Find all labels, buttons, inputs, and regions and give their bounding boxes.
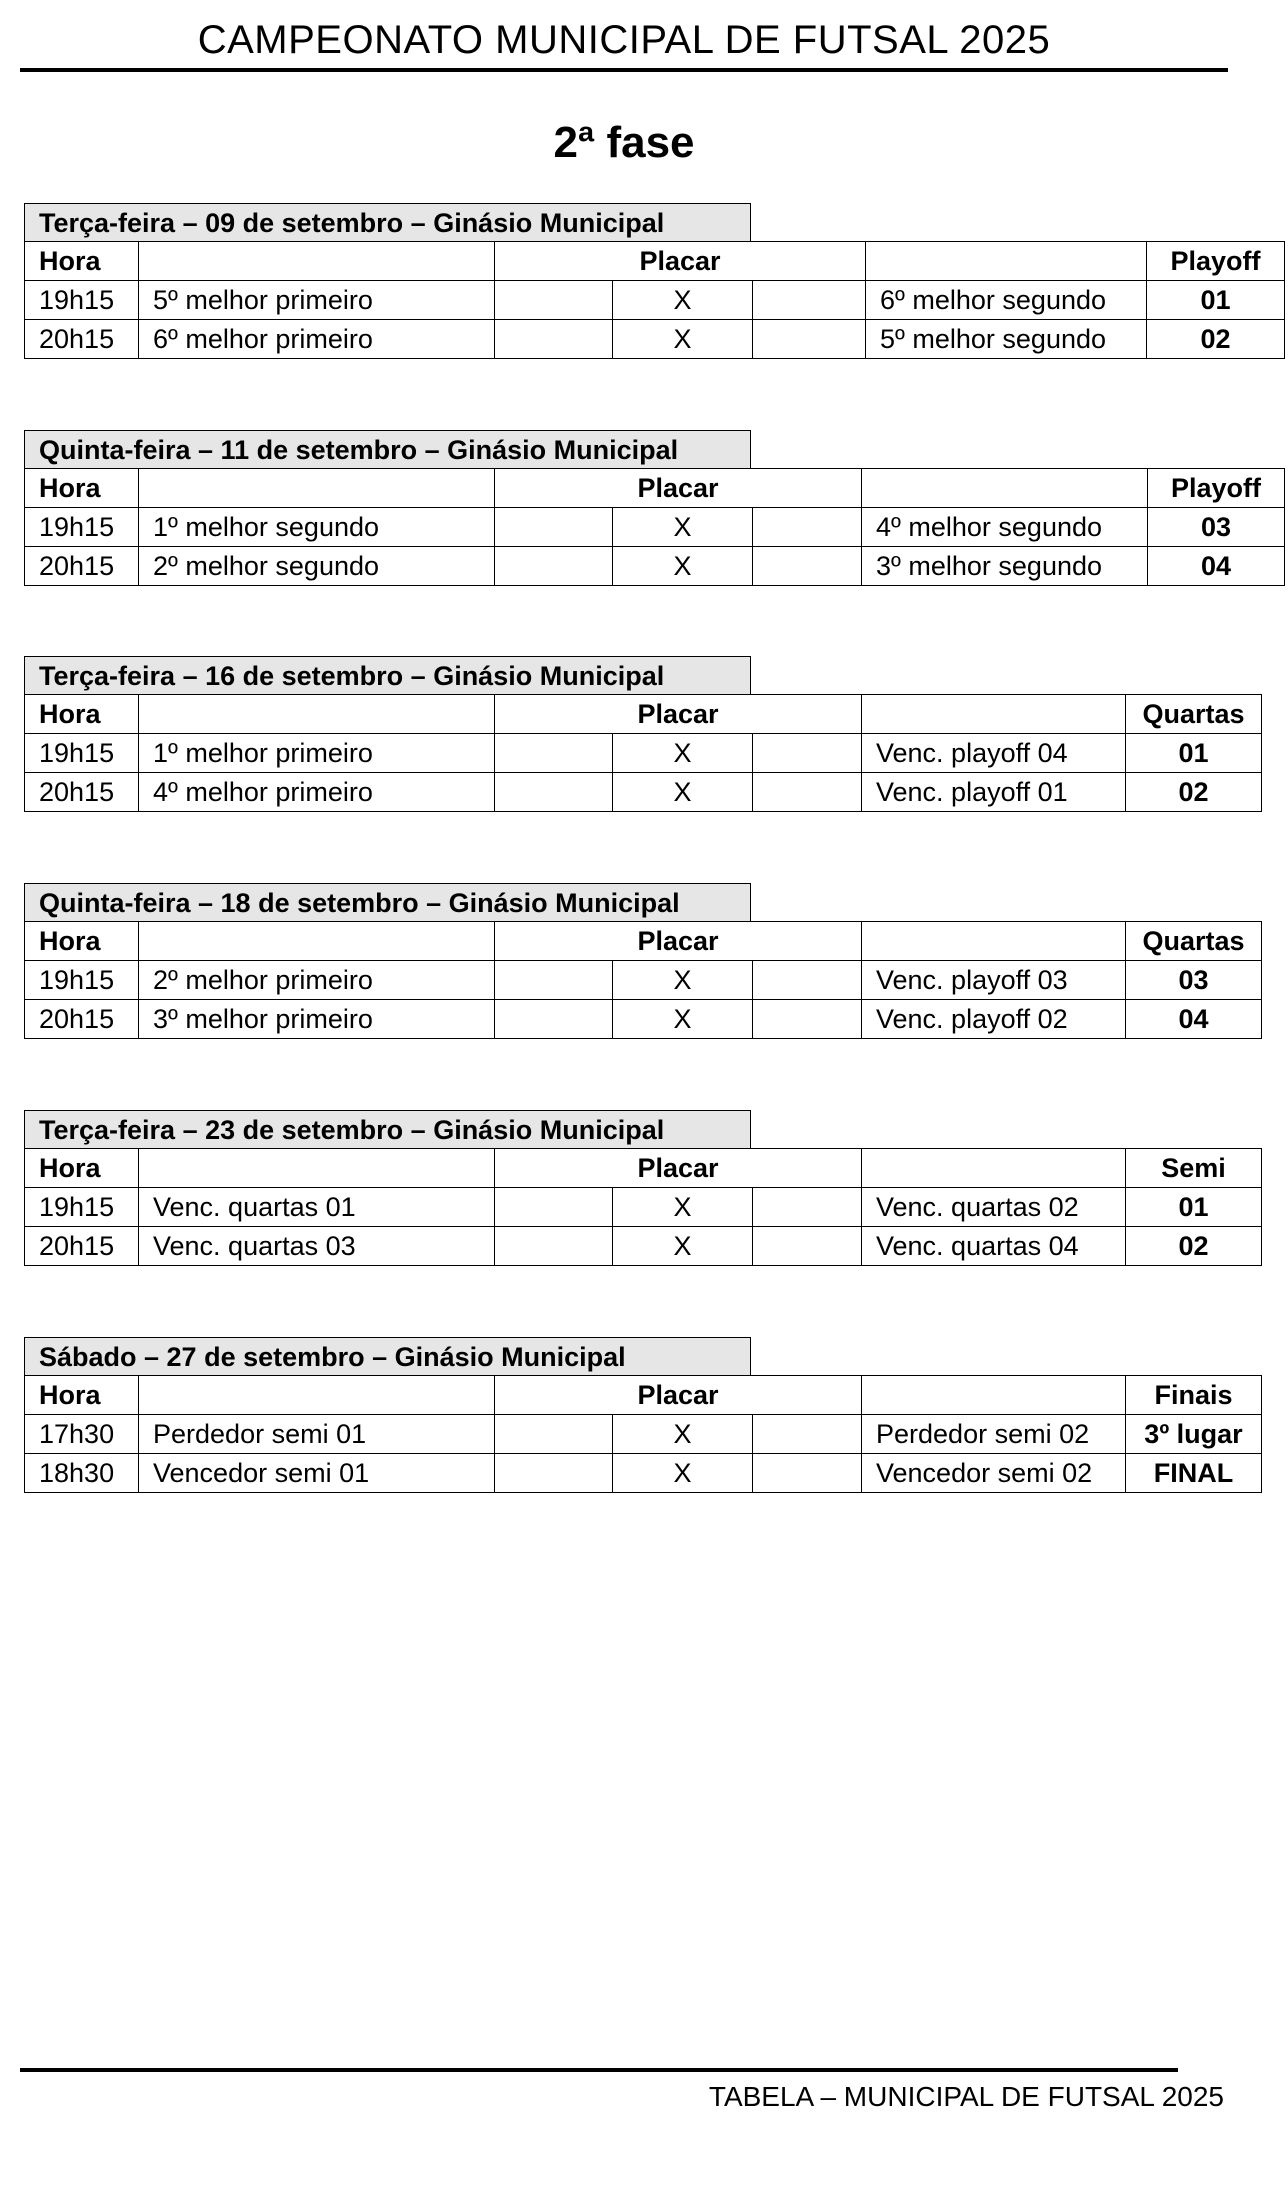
table-header-row bbox=[25, 695, 1262, 734]
away-score bbox=[753, 773, 862, 812]
day-schedule-1 bbox=[24, 203, 1285, 359]
game-code: 02 bbox=[1147, 320, 1285, 359]
table-row bbox=[25, 1000, 1262, 1039]
game-time: 20h15 bbox=[25, 320, 139, 359]
table-row bbox=[25, 1415, 1262, 1454]
away-team: 5º melhor segundo bbox=[866, 320, 1147, 359]
away-team: 3º melhor segundo bbox=[862, 547, 1148, 586]
game-code: 03 bbox=[1126, 961, 1262, 1000]
table-header-row bbox=[25, 242, 1285, 281]
away-score bbox=[753, 1188, 862, 1227]
game-code: 04 bbox=[1126, 1000, 1262, 1039]
away-team: Venc. playoff 02 bbox=[862, 1000, 1126, 1039]
game-time: 19h15 bbox=[25, 961, 139, 1000]
home-score bbox=[495, 773, 613, 812]
table-row bbox=[25, 1454, 1262, 1493]
hora-header: Hora bbox=[25, 695, 139, 734]
home-score bbox=[495, 1415, 613, 1454]
table-row bbox=[25, 1227, 1262, 1266]
game-code: 01 bbox=[1126, 734, 1262, 773]
game-time: 20h15 bbox=[25, 1000, 139, 1039]
footer-rule bbox=[20, 2068, 1178, 2072]
away-score bbox=[753, 1000, 862, 1039]
home-team: 2º melhor segundo bbox=[139, 547, 495, 586]
versus-mark: X bbox=[613, 773, 753, 812]
home-team: 2º melhor primeiro bbox=[139, 961, 495, 1000]
home-team: 3º melhor primeiro bbox=[139, 1000, 495, 1039]
game-code: 3º lugar bbox=[1126, 1415, 1262, 1454]
versus-mark: X bbox=[613, 320, 753, 359]
game-code: 02 bbox=[1126, 773, 1262, 812]
home-team: 5º melhor primeiro bbox=[139, 281, 495, 320]
versus-mark: X bbox=[613, 961, 753, 1000]
day-schedule-3 bbox=[24, 656, 1262, 812]
versus-mark: X bbox=[613, 547, 753, 586]
day-header: Quinta-feira – 18 de setembro – Ginásio Municipal bbox=[24, 883, 751, 921]
away-score bbox=[753, 1454, 862, 1493]
game-time: 20h15 bbox=[25, 1227, 139, 1266]
versus-mark: X bbox=[613, 1188, 753, 1227]
table-row bbox=[25, 773, 1262, 812]
away-score bbox=[753, 734, 862, 773]
versus-mark: X bbox=[613, 734, 753, 773]
day-schedule-6 bbox=[24, 1337, 1262, 1493]
table-row bbox=[25, 281, 1285, 320]
table-header-row bbox=[25, 1149, 1262, 1188]
game-time: 17h30 bbox=[25, 1415, 139, 1454]
game-code: 04 bbox=[1148, 547, 1285, 586]
games-table bbox=[24, 1375, 1262, 1493]
day-header: Quinta-feira – 11 de setembro – Ginásio Municipal bbox=[24, 430, 751, 468]
away-score bbox=[753, 1415, 862, 1454]
day-header: Terça-feira – 09 de setembro – Ginásio Municipal bbox=[24, 203, 751, 241]
header-rule bbox=[20, 68, 1228, 72]
game-time: 19h15 bbox=[25, 508, 139, 547]
home-score bbox=[495, 547, 613, 586]
footer-text: TABELA – MUNICIPAL DE FUTSAL 2025 bbox=[708, 2081, 1224, 2112]
game-code: FINAL bbox=[1126, 1454, 1262, 1493]
game-time: 20h15 bbox=[25, 547, 139, 586]
table-row bbox=[25, 320, 1285, 359]
away-team: Venc. playoff 01 bbox=[862, 773, 1126, 812]
home-team: 4º melhor primeiro bbox=[139, 773, 495, 812]
stage-header: Semi bbox=[1126, 1149, 1262, 1188]
table-header-row bbox=[25, 469, 1285, 508]
away-team: Venc. playoff 04 bbox=[862, 734, 1126, 773]
placar-header: Placar bbox=[495, 922, 862, 961]
home-score bbox=[495, 1454, 613, 1493]
table-row bbox=[25, 734, 1262, 773]
game-code: 01 bbox=[1147, 281, 1285, 320]
home-team: 6º melhor primeiro bbox=[139, 320, 495, 359]
home-team: Perdedor semi 01 bbox=[139, 1415, 495, 1454]
home-team: Venc. quartas 03 bbox=[139, 1227, 495, 1266]
home-score bbox=[495, 320, 613, 359]
day-schedule-5 bbox=[24, 1110, 1262, 1266]
day-header: Terça-feira – 23 de setembro – Ginásio Municipal bbox=[24, 1110, 751, 1148]
versus-mark: X bbox=[613, 508, 753, 547]
table-row bbox=[25, 508, 1285, 547]
game-time: 18h30 bbox=[25, 1454, 139, 1493]
document-title: CAMPEONATO MUNICIPAL DE FUTSAL 2025 bbox=[197, 18, 1051, 62]
away-score bbox=[753, 281, 866, 320]
games-table bbox=[24, 694, 1262, 812]
placar-header: Placar bbox=[495, 695, 862, 734]
home-score bbox=[495, 1227, 613, 1266]
away-team: 4º melhor segundo bbox=[862, 508, 1148, 547]
day-header: Sábado – 27 de setembro – Ginásio Municipal bbox=[24, 1337, 751, 1375]
home-score bbox=[495, 281, 613, 320]
stage-header: Finais bbox=[1126, 1376, 1262, 1415]
home-score bbox=[495, 508, 613, 547]
away-team: 6º melhor segundo bbox=[866, 281, 1147, 320]
away-team: Perdedor semi 02 bbox=[862, 1415, 1126, 1454]
game-time: 19h15 bbox=[25, 281, 139, 320]
versus-mark: X bbox=[613, 1227, 753, 1266]
home-team: 1º melhor primeiro bbox=[139, 734, 495, 773]
home-score bbox=[495, 734, 613, 773]
hora-header: Hora bbox=[25, 1149, 139, 1188]
placar-header: Placar bbox=[495, 1149, 862, 1188]
home-score bbox=[495, 1000, 613, 1039]
home-team: Vencedor semi 01 bbox=[139, 1454, 495, 1493]
table-header-row bbox=[25, 1376, 1262, 1415]
hora-header: Hora bbox=[25, 1376, 139, 1415]
versus-mark: X bbox=[613, 281, 753, 320]
away-team: Venc. quartas 02 bbox=[862, 1188, 1126, 1227]
game-code: 01 bbox=[1126, 1188, 1262, 1227]
away-score bbox=[753, 961, 862, 1000]
game-code: 03 bbox=[1148, 508, 1285, 547]
home-team: 1º melhor segundo bbox=[139, 508, 495, 547]
day-schedule-2 bbox=[24, 430, 1285, 586]
hora-header: Hora bbox=[25, 922, 139, 961]
away-score bbox=[753, 508, 862, 547]
games-table bbox=[24, 241, 1285, 359]
away-team: Venc. playoff 03 bbox=[862, 961, 1126, 1000]
away-score bbox=[753, 547, 862, 586]
placar-header: Placar bbox=[495, 1376, 862, 1415]
stage-header: Playoff bbox=[1148, 469, 1285, 508]
versus-mark: X bbox=[613, 1000, 753, 1039]
away-team: Vencedor semi 02 bbox=[862, 1454, 1126, 1493]
home-score bbox=[495, 961, 613, 1000]
games-table bbox=[24, 921, 1262, 1039]
game-code: 02 bbox=[1126, 1227, 1262, 1266]
home-score bbox=[495, 1188, 613, 1227]
game-time: 20h15 bbox=[25, 773, 139, 812]
stage-header: Quartas bbox=[1126, 922, 1262, 961]
placar-header: Placar bbox=[495, 469, 862, 508]
table-row bbox=[25, 961, 1262, 1000]
table-row bbox=[25, 547, 1285, 586]
hora-header: Hora bbox=[25, 242, 139, 281]
hora-header: Hora bbox=[25, 469, 139, 508]
away-score bbox=[753, 320, 866, 359]
away-team: Venc. quartas 04 bbox=[862, 1227, 1126, 1266]
games-table bbox=[24, 1148, 1262, 1266]
phase-title: 2ª fase bbox=[553, 118, 695, 167]
day-header: Terça-feira – 16 de setembro – Ginásio Municipal bbox=[24, 656, 751, 694]
table-row bbox=[25, 1188, 1262, 1227]
games-table bbox=[24, 468, 1285, 586]
day-schedule-4 bbox=[24, 883, 1262, 1039]
game-time: 19h15 bbox=[25, 1188, 139, 1227]
table-header-row bbox=[25, 922, 1262, 961]
away-score bbox=[753, 1227, 862, 1266]
versus-mark: X bbox=[613, 1454, 753, 1493]
versus-mark: X bbox=[613, 1415, 753, 1454]
home-team: Venc. quartas 01 bbox=[139, 1188, 495, 1227]
stage-header: Quartas bbox=[1126, 695, 1262, 734]
stage-header: Playoff bbox=[1147, 242, 1285, 281]
placar-header: Placar bbox=[495, 242, 866, 281]
game-time: 19h15 bbox=[25, 734, 139, 773]
